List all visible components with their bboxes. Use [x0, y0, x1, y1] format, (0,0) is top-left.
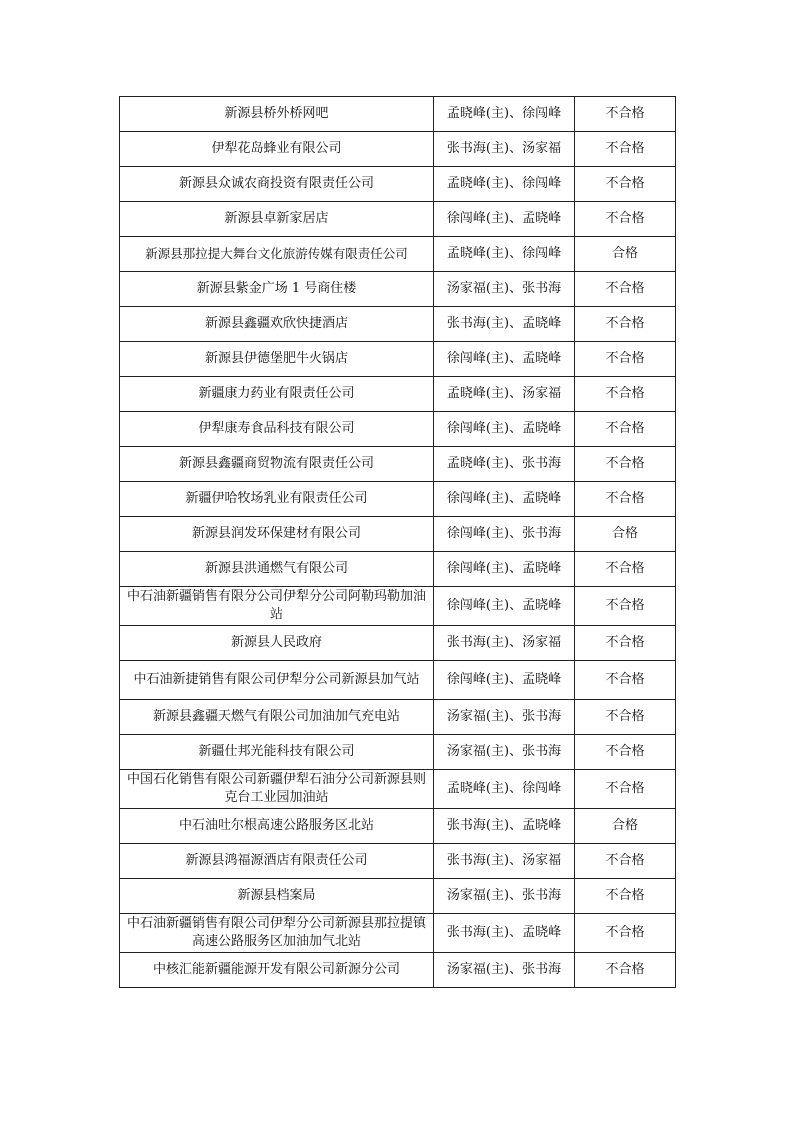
unit-name-cell: 新疆仕邦光能科技有限公司 — [120, 735, 434, 770]
result-cell: 合格 — [575, 517, 676, 552]
inspectors-cell: 汤家福(主)、张书海 — [434, 272, 575, 307]
result-cell: 不合格 — [575, 202, 676, 237]
unit-name-cell: 新疆伊哈牧场乳业有限责任公司 — [120, 482, 434, 517]
result-cell: 不合格 — [575, 626, 676, 661]
unit-name-cell: 新源县润发环保建材有限公司 — [120, 517, 434, 552]
unit-name-cell: 新源县紫金广场 1 号商住楼 — [120, 272, 434, 307]
inspectors-cell: 徐闯峰(主)、张书海 — [434, 517, 575, 552]
unit-name-cell: 新源县那拉提大舞台文化旅游传媒有限责任公司 — [120, 237, 434, 272]
table-row — [120, 661, 676, 700]
result-cell: 不合格 — [575, 97, 676, 132]
result-cell: 不合格 — [575, 272, 676, 307]
inspectors-cell: 孟晓峰(主)、徐闯峰 — [434, 770, 575, 809]
unit-name-cell: 新源县洪通燃气有限公司 — [120, 552, 434, 587]
table-row — [120, 552, 676, 587]
table-row — [120, 482, 676, 517]
inspectors-cell: 孟晓峰(主)、徐闯峰 — [434, 167, 575, 202]
unit-name-cell: 中核汇能新疆能源开发有限公司新源分公司 — [120, 953, 434, 988]
result-cell: 不合格 — [575, 412, 676, 447]
unit-name-cell: 新源县鸿福源酒店有限责任公司 — [120, 844, 434, 879]
unit-name-cell: 中石油新捷销售有限公司伊犁分公司新源县加气站 — [120, 661, 434, 700]
unit-name-cell: 新源县鑫疆商贸物流有限责任公司 — [120, 447, 434, 482]
result-cell: 不合格 — [575, 661, 676, 700]
table-row — [120, 914, 676, 953]
table-row — [120, 447, 676, 482]
result-cell: 不合格 — [575, 307, 676, 342]
table-row — [120, 132, 676, 167]
table-row — [120, 700, 676, 735]
result-cell: 不合格 — [575, 482, 676, 517]
inspectors-cell: 徐闯峰(主)、孟晓峰 — [434, 587, 575, 626]
result-cell: 合格 — [575, 809, 676, 844]
unit-name-cell: 中石油新疆销售有限公司伊犁分公司新源县那拉提镇高速公路服务区加油加气北站 — [120, 914, 434, 953]
inspectors-cell: 张书海(主)、孟晓峰 — [434, 809, 575, 844]
inspectors-cell: 徐闯峰(主)、孟晓峰 — [434, 552, 575, 587]
unit-name-cell: 中石油吐尔根高速公路服务区北站 — [120, 809, 434, 844]
result-cell: 不合格 — [575, 167, 676, 202]
result-cell: 不合格 — [575, 700, 676, 735]
result-cell: 不合格 — [575, 342, 676, 377]
inspectors-cell: 孟晓峰(主)、张书海 — [434, 447, 575, 482]
unit-name-cell: 新源县鑫疆天燃气有限公司加油加气充电站 — [120, 700, 434, 735]
inspectors-cell: 汤家福(主)、张书海 — [434, 879, 575, 914]
table-row — [120, 517, 676, 552]
unit-name-cell: 伊犁花岛蜂业有限公司 — [120, 132, 434, 167]
table-row — [120, 953, 676, 988]
inspectors-cell: 孟晓峰(主)、徐闯峰 — [434, 97, 575, 132]
table-row — [120, 237, 676, 272]
result-cell: 不合格 — [575, 587, 676, 626]
inspectors-cell: 张书海(主)、孟晓峰 — [434, 914, 575, 953]
table-row — [120, 97, 676, 132]
inspectors-cell: 汤家福(主)、张书海 — [434, 735, 575, 770]
table-row — [120, 202, 676, 237]
inspectors-cell: 孟晓峰(主)、汤家福 — [434, 377, 575, 412]
inspectors-cell: 张书海(主)、孟晓峰 — [434, 307, 575, 342]
inspectors-cell: 张书海(主)、汤家福 — [434, 132, 575, 167]
table-body — [120, 97, 676, 988]
result-cell: 不合格 — [575, 914, 676, 953]
table-row — [120, 377, 676, 412]
inspectors-cell: 徐闯峰(主)、孟晓峰 — [434, 342, 575, 377]
result-cell: 不合格 — [575, 735, 676, 770]
result-cell: 不合格 — [575, 552, 676, 587]
table-row — [120, 844, 676, 879]
table-row — [120, 272, 676, 307]
table-row — [120, 770, 676, 809]
unit-name-cell: 中国石化销售有限公司新疆伊犁石油分公司新源县则克台工业园加油站 — [120, 770, 434, 809]
inspectors-cell: 张书海(主)、汤家福 — [434, 844, 575, 879]
unit-name-cell: 新疆康力药业有限责任公司 — [120, 377, 434, 412]
unit-name-cell: 新源县众诚农商投资有限责任公司 — [120, 167, 434, 202]
inspectors-cell: 徐闯峰(主)、孟晓峰 — [434, 412, 575, 447]
table-row — [120, 626, 676, 661]
table-row — [120, 879, 676, 914]
result-cell: 不合格 — [575, 447, 676, 482]
table-row — [120, 342, 676, 377]
table-row — [120, 307, 676, 342]
result-cell: 不合格 — [575, 953, 676, 988]
inspectors-cell: 张书海(主)、汤家福 — [434, 626, 575, 661]
inspectors-cell: 汤家福(主)、张书海 — [434, 700, 575, 735]
inspection-results-table — [119, 96, 676, 988]
inspectors-cell: 徐闯峰(主)、孟晓峰 — [434, 661, 575, 700]
table-row — [120, 809, 676, 844]
result-cell: 不合格 — [575, 377, 676, 412]
unit-name-cell: 新源县鑫疆欢欣快捷酒店 — [120, 307, 434, 342]
result-cell: 不合格 — [575, 132, 676, 167]
table-row — [120, 587, 676, 626]
table-row — [120, 412, 676, 447]
inspectors-cell: 汤家福(主)、张书海 — [434, 953, 575, 988]
result-cell: 合格 — [575, 237, 676, 272]
table-row — [120, 167, 676, 202]
unit-name-cell: 新源县卓新家居店 — [120, 202, 434, 237]
unit-name-cell: 新源县档案局 — [120, 879, 434, 914]
unit-name-cell: 新源县桥外桥网吧 — [120, 97, 434, 132]
unit-name-cell: 中石油新疆销售有限分公司伊犁分公司阿勒玛勒加油站 — [120, 587, 434, 626]
inspectors-cell: 孟晓峰(主)、徐闯峰 — [434, 237, 575, 272]
unit-name-cell: 伊犁康寿食品科技有限公司 — [120, 412, 434, 447]
result-cell: 不合格 — [575, 844, 676, 879]
inspectors-cell: 徐闯峰(主)、孟晓峰 — [434, 202, 575, 237]
unit-name-cell: 新源县人民政府 — [120, 626, 434, 661]
result-cell: 不合格 — [575, 770, 676, 809]
unit-name-cell: 新源县伊德堡肥牛火锅店 — [120, 342, 434, 377]
result-cell: 不合格 — [575, 879, 676, 914]
table-row — [120, 735, 676, 770]
inspectors-cell: 徐闯峰(主)、孟晓峰 — [434, 482, 575, 517]
